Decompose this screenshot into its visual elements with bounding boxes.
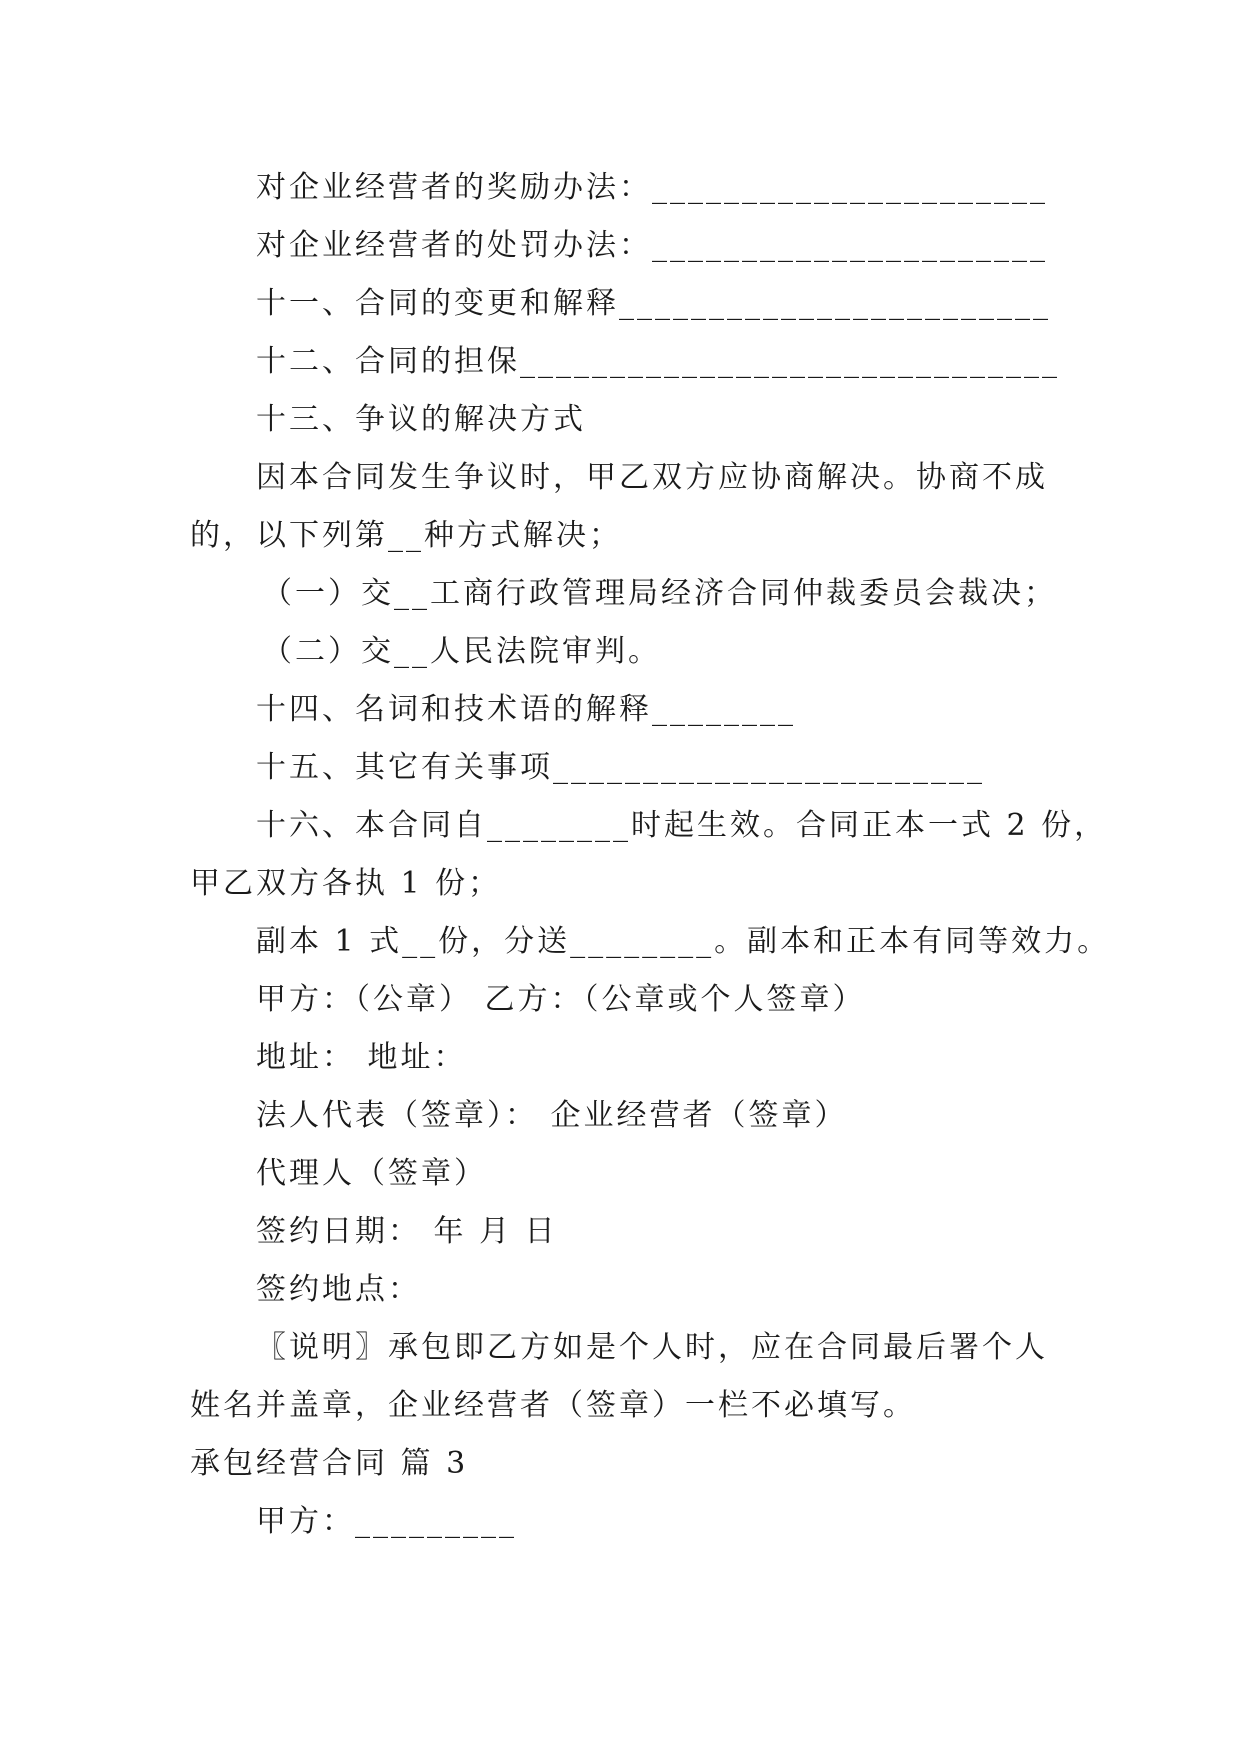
clause-15-other: 十五、其它有关事项________________________ (256, 750, 985, 785)
signature-place: 签约地点： (256, 1272, 421, 1307)
signature-legal-rep: 法人代表（签章）： 企业经营者（签章） (256, 1098, 848, 1133)
clause-12-guarantee: 十二、合同的担保______________________________ (256, 344, 1060, 379)
clause-13-heading: 十三、争议的解决方式 (256, 402, 586, 437)
clause-16-line1: 十六、本合同自________时起生效。合同正本一式 2 份， (256, 808, 1108, 843)
clause-reward-method: 对企业经营者的奖励办法：______________________ (256, 170, 1048, 205)
note-line2: 姓名并盖章，企业经营者（签章）一栏不必填写。 (190, 1388, 916, 1423)
clause-13-para-line2: 的，以下列第__种方式解决； (190, 518, 622, 553)
clause-13-option-1: （一）交__工商行政管理局经济合同仲裁委员会裁决； (262, 576, 1057, 611)
signature-date: 签约日期： 年 月 日 (256, 1214, 558, 1249)
clause-11-change: 十一、合同的变更和解释________________________ (256, 286, 1051, 321)
party-a-field: 甲方：_________ (256, 1504, 517, 1539)
clause-penalty-method: 对企业经营者的处罚办法：______________________ (256, 228, 1048, 263)
signature-agent: 代理人（签章） (256, 1156, 487, 1191)
note-line1: 〖说明〗承包即乙方如是个人时，应在合同最后署个人 (256, 1330, 1048, 1365)
clause-16-copies: 副本 1 式__份，分送________。副本和正本有同等效力。 (256, 924, 1111, 959)
clause-16-line2: 甲乙双方各执 1 份； (190, 866, 502, 901)
signature-parties: 甲方：（公章） 乙方：（公章或个人签章） (256, 982, 866, 1017)
signature-address: 地址： 地址： (256, 1040, 467, 1075)
clause-13-option-2: （二）交__人民法院审判。 (262, 634, 661, 669)
clause-13-para-line1: 因本合同发生争议时，甲乙双方应协商解决。协商不成 (256, 460, 1048, 495)
section-title-part3: 承包经营合同 篇 3 (190, 1446, 469, 1481)
clause-14-terms: 十四、名词和技术语的解释________ (256, 692, 796, 727)
